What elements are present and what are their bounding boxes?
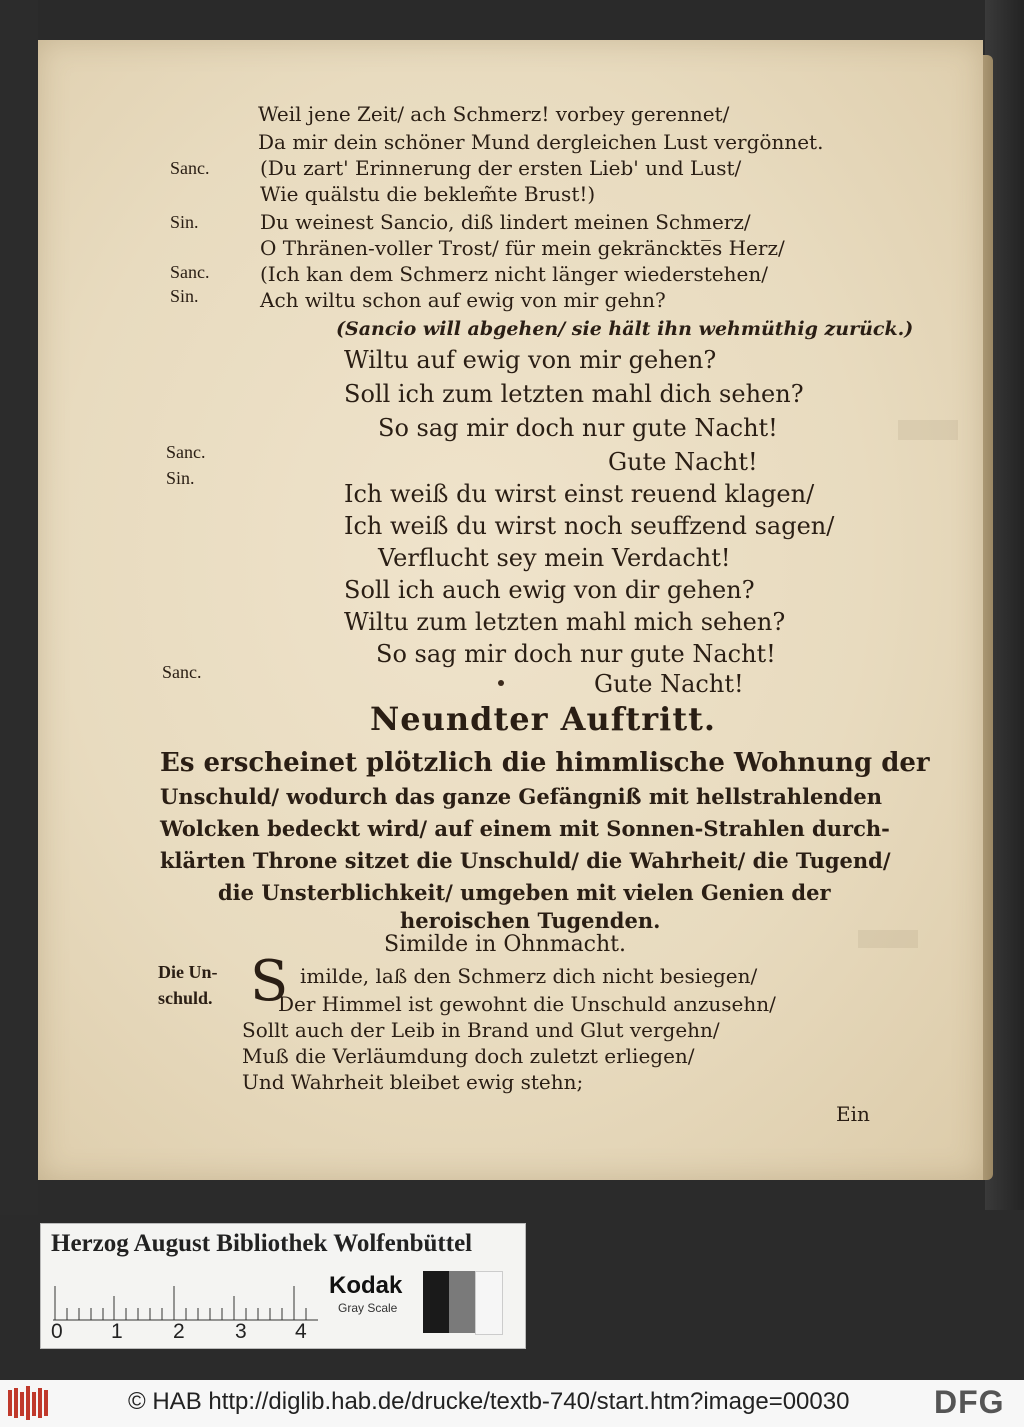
verse-line: Ich weiß du wirst einst reuend klagen/ bbox=[344, 480, 815, 508]
speaker-label: Sanc. bbox=[166, 442, 206, 462]
ink-dot bbox=[498, 680, 504, 686]
verse-line: (Du zart' Erinnerung der ersten Lieb' und Lust/ bbox=[260, 156, 742, 180]
speaker-label: Sanc. bbox=[170, 262, 210, 282]
gray-scale-label: Gray Scale bbox=[338, 1301, 398, 1315]
book-page bbox=[38, 40, 983, 1180]
scene-description-line: Es erscheinet plötzlich die himmlische Wohnung der bbox=[160, 748, 930, 778]
verse-line: imilde, laß den Schmerz dich nicht besiegen/ bbox=[300, 964, 758, 988]
verse-line: Muß die Verläumdung doch zuletzt erliegen/ bbox=[242, 1044, 695, 1068]
scene-description-line: Wolcken bedeckt wird/ auf einem mit Sonnen-Strahlen durch- bbox=[160, 816, 890, 841]
speaker-label: Die Un- bbox=[158, 962, 218, 982]
verse-line: Wie quälstu die beklem̃te Brust!) bbox=[260, 182, 596, 206]
verse-line: Wiltu zum letzten mahl mich sehen? bbox=[344, 608, 786, 636]
verse-line: Sollt auch der Leib in Brand und Glut vergehn/ bbox=[242, 1018, 720, 1042]
stage-direction bbox=[384, 932, 626, 957]
gray-swatch-black bbox=[423, 1271, 449, 1333]
scene-description-line: die Unsterblichkeit/ umgeben mit vielen Genien der bbox=[218, 880, 831, 905]
ruler-number: 0 bbox=[51, 1320, 63, 1343]
verse-line: Der Himmel ist gewohnt die Unschuld anzusehn/ bbox=[278, 992, 776, 1016]
verse-line: Soll ich zum letzten mahl dich sehen? bbox=[344, 380, 804, 408]
verse-line: Da mir dein schöner Mund dergleichen Lust vergönnet. bbox=[258, 130, 824, 154]
scene-description-line: Unschuld/ wodurch das ganze Gefängniß mit hellstrahlenden bbox=[160, 784, 882, 809]
stage-direction-text: Similde in Ohnmacht. bbox=[384, 932, 627, 957]
speaker-label: schuld. bbox=[158, 988, 213, 1008]
verse-line: So sag mir doch nur gute Nacht! bbox=[378, 414, 778, 442]
drop-cap: S bbox=[250, 949, 289, 1014]
speaker-label: Sin. bbox=[170, 212, 199, 232]
kodak-logo: Kodak bbox=[329, 1272, 403, 1299]
show-through-mark bbox=[898, 420, 958, 440]
verse-line: (Ich kan dem Schmerz nicht länger wiederstehen/ bbox=[260, 262, 768, 286]
verse-line: Gute Nacht! bbox=[594, 670, 744, 698]
verse-line: Gute Nacht! bbox=[608, 448, 758, 476]
hab-logo-icon bbox=[8, 1386, 48, 1420]
stage-direction: (Sancio will abgehen/ sie hält ihn wehmüthig zurück.) bbox=[336, 318, 914, 340]
scene-heading: Neundter Auftritt. bbox=[370, 700, 717, 738]
scale-reference-strip bbox=[40, 1223, 526, 1349]
verse-line: Du weinest Sancio, diß lindert meinen Schmerz/ bbox=[260, 210, 751, 234]
catchword: Ein bbox=[836, 1102, 870, 1126]
gray-swatch-mid bbox=[449, 1271, 475, 1333]
verse-line: O Thränen-voller Trost/ für mein gekränckte̅s Herz/ bbox=[260, 236, 785, 260]
ruler-icon bbox=[53, 1276, 318, 1321]
footer-bar bbox=[0, 1380, 1024, 1427]
verse-line: Verflucht sey mein Verdacht! bbox=[378, 544, 731, 572]
verse-line: Weil jene Zeit/ ach Schmerz! vorbey gerennet/ bbox=[258, 102, 730, 126]
verse-line: Ach wiltu schon auf ewig von mir gehn? bbox=[260, 288, 666, 312]
speaker-label: Sin. bbox=[170, 286, 199, 306]
scene-description-line: heroischen Tugenden. bbox=[400, 908, 661, 933]
ruler-number: 3 bbox=[235, 1320, 247, 1343]
scene-description-line: klärten Throne sitzet die Unschuld/ die Wahrheit/ die Tugend/ bbox=[160, 848, 891, 873]
speaker-label: Sanc. bbox=[170, 158, 210, 178]
speaker-label: Sanc. bbox=[162, 662, 202, 682]
ruler-number: 2 bbox=[173, 1320, 185, 1343]
copyright-link[interactable]: © HAB http://diglib.hab.de/drucke/textb-740/start.htm?image=00030 bbox=[128, 1388, 850, 1415]
verse-line: Soll ich auch ewig von dir gehen? bbox=[344, 576, 755, 604]
ruler-number: 1 bbox=[111, 1320, 123, 1343]
verse-line: Ich weiß du wirst noch seuffzend sagen/ bbox=[344, 512, 835, 540]
library-label: Herzog August Bibliothek Wolfenbüttel bbox=[51, 1230, 473, 1257]
verse-line: So sag mir doch nur gute Nacht! bbox=[376, 640, 776, 668]
verse-line: Wiltu auf ewig von mir gehen? bbox=[344, 346, 717, 374]
show-through-mark bbox=[858, 930, 918, 948]
ruler-number: 4 bbox=[295, 1320, 307, 1343]
verse-line: Und Wahrheit bleibet ewig stehn; bbox=[242, 1070, 584, 1094]
book-board-top bbox=[0, 0, 1024, 40]
dfg-logo: DFG bbox=[934, 1384, 1005, 1420]
book-board-left bbox=[0, 0, 38, 1215]
speaker-label: Sin. bbox=[166, 468, 195, 488]
gray-swatch-white bbox=[475, 1271, 503, 1335]
